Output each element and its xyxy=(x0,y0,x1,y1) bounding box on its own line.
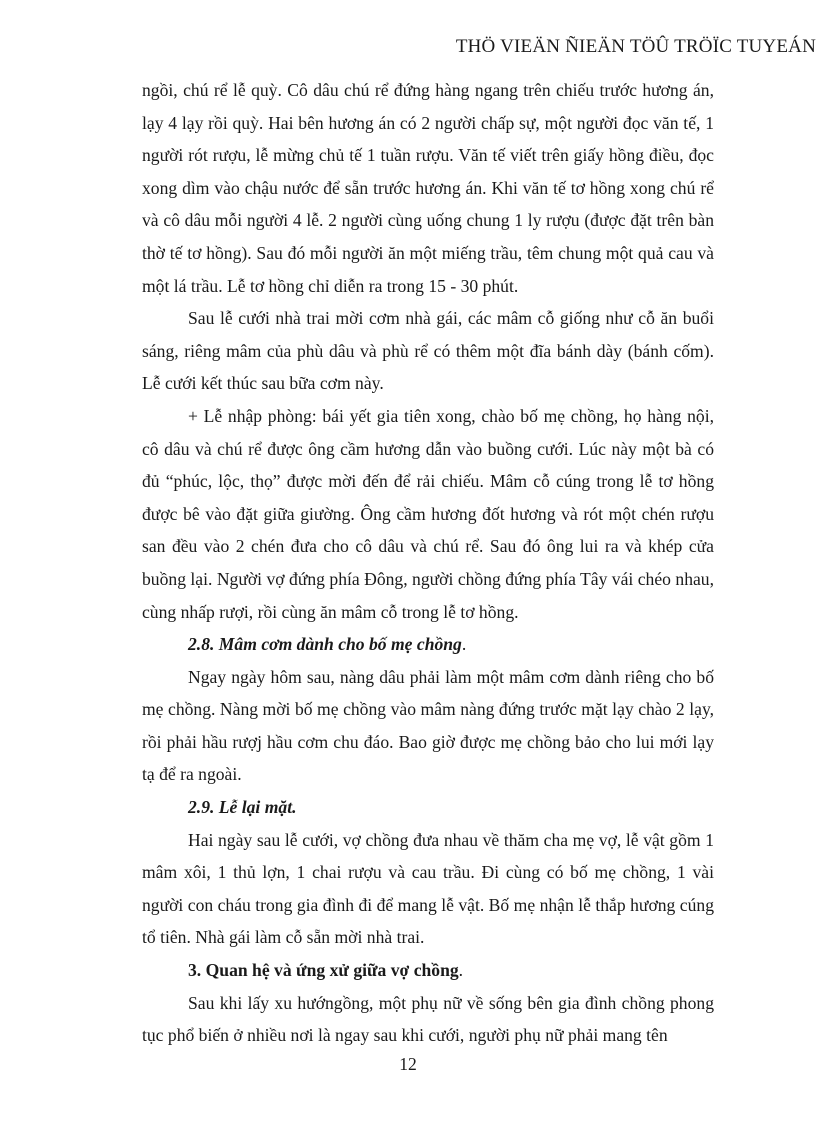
section-heading-2-9: 2.9. Lễ lại mặt. xyxy=(188,797,297,818)
running-header: THÖ VIEÄN ÑIEÄN TÖÛ TRÖÏC TUYEÁN xyxy=(455,36,816,57)
section-heading-2-8: 2.8. Mâm cơm dành cho bố mẹ chồng. xyxy=(188,634,467,655)
paragraph-wedding-meal: Sau lễ cưới nhà trai mời cơm nhà gái, các mâm cỗ giống như cỗ ăn buổi sáng, riêng mâm của phù dâu và phù rể có thêm một đĩa bánh dày (bánh cốm). Lễ cưới kết thúc sau bữa cơm này. xyxy=(142,308,714,394)
paragraph-spousal-relations: Sau khi lấy xu hướngồng, một phụ nữ về sống bên gia đình chồng phong tục phổ biến ở nhiều nơi là ngay sau khi cưới, người phụ nữ phải mang tên xyxy=(142,992,714,1046)
document-body xyxy=(142,74,714,1052)
paragraph-return-visit: Hai ngày sau lễ cưới, vợ chồng đưa nhau về thăm cha mẹ vợ, lễ vật gồm 1 mâm xôi, 1 thủ lợn, 1 chai rượu và cau trầu. Đi cùng có bố mẹ chồng, 1 vài người con cháu trong gia đình đi để mang lễ vật. Bố mẹ nhận lễ thắp hương cúng tổ tiên. Nhà gái làm cỗ sẵn mời nhà trai. xyxy=(142,829,714,948)
paragraph-meal-for-parents: Ngay ngày hôm sau, nàng dâu phải làm một mâm cơm dành riêng cho bố mẹ chồng. Nàng mời bố mẹ chồng vào mâm nàng đứng trước mặt lạy chào 2 lạy, rồi phải hầu rượj hầu cơm chu đáo. Bao giờ được mẹ chồng bảo cho lui mới lạy tạ để ra ngoài. xyxy=(142,666,715,785)
page-number: 12 xyxy=(399,1054,417,1074)
section-heading-3: 3. Quan hệ và ứng xử giữa vợ chồng. xyxy=(188,960,464,981)
paragraph-continuation: ngồi, chú rể lễ quỳ. Cô dâu chú rể đứng hàng ngang trên chiếu trước hương án, lạy 4 lạy rồi quỳ. Hai bên hương án có 2 người chấp sự, một người đọc văn tế, 1 người rót rượu, lễ mừng chủ tế 1 tuần rượu. Văn tế viết trên giấy hồng điều, đọc xong dìm vào chậu nước để sẵn trước hương án. Khi văn tế tơ hồng xong chú rể và cô dâu mỗi người 4 lễ. 2 người cùng uống chung 1 ly rượu (được đặt trên bàn thờ tế tơ hồng). Sau đó mỗi người ăn một miếng trầu, têm chung một quả cau và một lá trầu. Lễ tơ hồng chỉ diễn ra trong 15 - 30 phút. xyxy=(142,80,714,296)
paragraph-bridal-chamber: + Lễ nhập phòng: bái yết gia tiên xong, chào bố mẹ chồng, họ hàng nội, cô dâu và chú rể được ông cầm hương dẫn vào buồng cưới. Lúc này một bà có đủ “phúc, lộc, thọ” được mời đến để rải chiếu. Mâm cỗ cúng trong lễ tơ hồng được bê vào đặt giữa giường. Ông cầm hương đốt hương và rót một chén rượu san đều vào 2 chén đưa cho cô dâu và chú rể. Sau đó ông lui ra và khép cửa buồng lại. Người vợ đứng phía Đông, người chồng đứng phía Tây vái chéo nhau, cùng nhấp rượi, rồi cùng ăn mâm cỗ trong lễ tơ hồng. xyxy=(142,405,714,622)
